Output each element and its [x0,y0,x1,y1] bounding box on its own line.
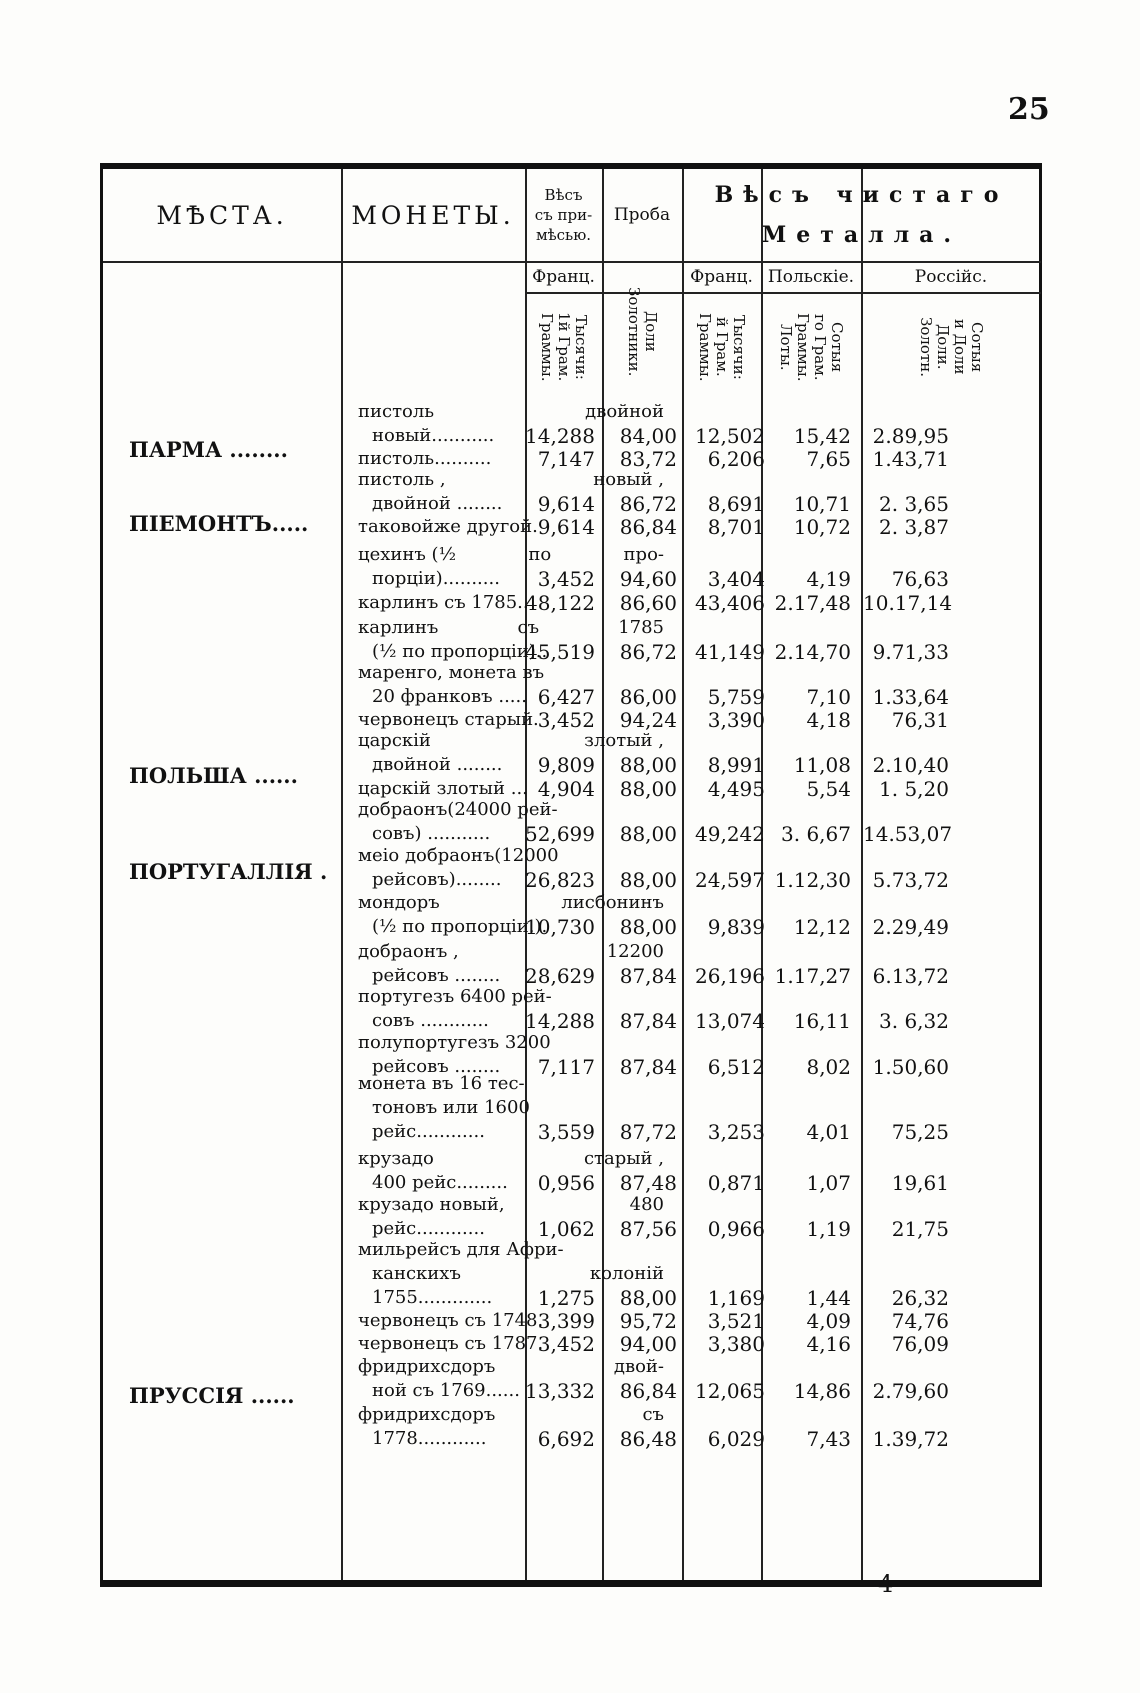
table-cell-v4: 5,54 [806,777,851,801]
table-cell-v5: 1.39,72 [872,1427,949,1451]
table-cell-v1: 28,629 [525,964,595,988]
header-places: МѢСТА. [156,200,288,230]
table-cell-v4: 10,72 [793,515,851,539]
signature-mark: 4 [878,1570,894,1598]
table-cell-v1: 9,614 [537,492,595,516]
coin-name-line [358,616,664,640]
table-cell-v2: 86,72 [619,492,677,516]
unit-label: Тысячи: й Грам. Граммы. [696,312,748,382]
coin-name-line [358,400,664,424]
coin-name-word: добраонъ , [358,941,459,962]
place-name: ПРУССІЯ ...... [129,1383,295,1408]
unit-label: Сотыя го Грам. Граммы. Лоты. [777,312,846,382]
coin-name-line [358,1403,664,1427]
table-cell-v5: 5.73,72 [872,868,949,892]
place-name: ПАРМА ........ [129,437,288,462]
table-cell-v1: 14,288 [525,1009,595,1033]
coin-name-word: рейсовъ)........ [372,869,502,890]
coin-name-word: лисбонинъ [561,892,664,913]
table-cell-v2: 94,00 [619,1332,677,1356]
table-cell-v1: 13,332 [525,1379,595,1403]
subheader-polish: Польскіе. [767,266,855,287]
table-cell-v1: 1,062 [537,1217,595,1241]
table-cell-v3: 24,597 [695,868,765,892]
coin-name-word: монета въ 16 тес- [358,1073,525,1094]
table-cell-v2: 87,84 [619,964,677,988]
table-cell-v1: 3,399 [537,1309,595,1333]
table-cell-v3: 3,380 [707,1332,765,1356]
table-cell-v3: 3,404 [707,567,765,591]
coin-name-word: канскихъ [372,1263,461,1284]
table-cell-v5: 3. 6,32 [879,1009,949,1033]
coin-name-line [358,1355,664,1379]
table-cell-v3: 12,065 [695,1379,765,1403]
table-cell-v3: 8,991 [707,753,765,777]
coin-name-word: крузадо новый, [358,1194,505,1215]
table-cell-v1: 7,147 [537,447,595,471]
table-cell-v4: 8,02 [806,1055,851,1079]
table-cell-v4: 7,65 [806,447,851,471]
table-cell-v1: 26,823 [525,868,595,892]
table-cell-v3: 0,871 [707,1171,765,1195]
table-cell-v1: 48,122 [525,591,595,615]
header-coins: МОНЕТЫ. [351,200,515,230]
coin-name-word: злотый , [584,730,664,751]
subheader-french: Франц. [532,266,595,287]
coin-name-word: совъ) ........... [372,823,491,844]
table-cell-v2: 88,00 [619,777,677,801]
coin-name-line [358,1031,664,1055]
table-cell-v3: 8,701 [707,515,765,539]
table-cell-v5: 76,63 [891,567,949,591]
table-cell-v1: 4,904 [537,777,595,801]
table-cell-v5: 74,76 [891,1309,949,1333]
table-cell-v5: 76,31 [891,708,949,732]
header-fineness: Проба [613,205,671,225]
table-cell-v1: 52,699 [525,822,595,846]
coin-name-word: новый........... [372,425,495,446]
table-cell-v4: 4,09 [806,1309,851,1333]
table-cell-v1: 3,452 [537,1332,595,1356]
header-pure-metal: Вѣсъ чистаго Металла. [714,182,1009,248]
coin-name-word: царскій злотый ... [358,778,528,799]
table-cell-v3: 13,074 [695,1009,765,1033]
coin-name-word: пистоль , [358,469,446,490]
coin-name-word: двой- [613,1356,664,1377]
table-cell-v3: 4,495 [707,777,765,801]
table-cell-v2: 88,00 [619,868,677,892]
coin-name-word: червонецъ съ 1748. [358,1310,544,1331]
coin-name-word: мильрейсъ для Афри- [358,1239,564,1260]
coin-name-word: 1778............ [372,1428,487,1449]
coin-name-word: маренго, монета въ [358,662,545,683]
table-cell-v5: 14.53,07 [863,822,953,846]
coin-name-word: ной съ 1769...... [372,1380,520,1401]
coin-name-line [358,891,664,915]
table-cell-v4: 7,43 [806,1427,851,1451]
table-cell-v2: 86,48 [619,1427,677,1451]
table-cell-v4: 2.17,48 [774,591,851,615]
table-cell-v1: 45,519 [525,640,595,664]
table-cell-v5: 2.29,49 [872,915,949,939]
coin-name-line [358,661,664,685]
table-cell-v2: 86,00 [619,685,677,709]
coin-name-word: добраонъ(24000 рей- [358,799,558,820]
table-cell-v2: 87,72 [619,1120,677,1144]
table-cell-v3: 26,196 [695,964,765,988]
coin-name-word: полупортугезъ 3200 [358,1032,551,1053]
coin-name-word: фридрихсдоръ [358,1404,496,1425]
table-cell-v2: 87,84 [619,1055,677,1079]
coin-name-word: цехинъ (½ [358,544,457,565]
table-cell-v2: 86,84 [619,515,677,539]
table-cell-v2: 86,84 [619,1379,677,1403]
coin-table [100,163,1042,1587]
unit-label: Сотыя и Доли Доли. Золотн. [917,317,986,377]
table-cell-v4: 7,10 [806,685,851,709]
table-cell-v2: 88,00 [619,822,677,846]
place-name: ПОЛЬША ...... [129,763,298,788]
table-cell-v3: 8,691 [707,492,765,516]
place-name: ПІЕМОНТЪ..... [129,511,309,536]
subheader-russian: Россійс. [914,266,988,287]
table-cell-v2: 86,72 [619,640,677,664]
table-cell-v3: 49,242 [695,822,765,846]
coin-name-word: фридрихсдоръ [358,1356,496,1377]
coin-name-word: съ [517,617,540,638]
coin-name-word: (½ по пропорціи.). [372,916,548,937]
table-cell-v5: 1.50,60 [872,1055,949,1079]
table-cell-v5: 1.43,71 [872,447,949,471]
table-cell-v4: 1,19 [806,1217,851,1241]
table-cell-v1: 9,614 [537,515,595,539]
table-cell-v1: 9,809 [537,753,595,777]
coin-name-word: таковойже другой. [358,516,538,537]
coin-name-line [358,1096,664,1120]
table-cell-v3: 3,521 [707,1309,765,1333]
table-cell-v4: 14,86 [793,1379,851,1403]
coin-name-word: новый , [593,469,664,490]
coin-name-word: червонецъ съ 1787. [358,1333,544,1354]
coin-name-word: рейсовъ ........ [372,1056,501,1077]
coin-name-word: рейс............ [372,1121,485,1142]
coin-name-word: 400 рейс......... [372,1172,508,1193]
table-cell-v5: 2.79,60 [872,1379,949,1403]
table-cell-v3: 43,406 [695,591,765,615]
table-cell-v2: 94,60 [619,567,677,591]
table-cell-v5: 1. 5,20 [879,777,949,801]
coin-name-word: порціи).......... [372,568,500,589]
table-cell-v4: 4,19 [806,567,851,591]
coin-name-line [358,844,664,868]
table-cell-v5: 2.89,95 [872,424,949,448]
table-cell-v5: 26,32 [891,1286,949,1310]
table-cell-v3: 6,512 [707,1055,765,1079]
table-cell-v3: 5,759 [707,685,765,709]
table-cell-v3: 1,169 [707,1286,765,1310]
table-cell-v3: 0,966 [707,1217,765,1241]
coin-name-word: рейс............ [372,1218,485,1239]
coin-name-word: двойной [585,401,664,422]
table-cell-v3: 6,206 [707,447,765,471]
table-cell-v5: 10.17,14 [863,591,953,615]
table-cell-v2: 88,00 [619,1286,677,1310]
place-name: ПОРТУГАЛЛІЯ . [129,859,328,884]
coin-name-word: 20 франковъ ..... [372,686,527,707]
table-cell-v2: 87,84 [619,1009,677,1033]
table-cell-v1: 1,275 [537,1286,595,1310]
table-cell-v2: 87,56 [619,1217,677,1241]
table-cell-v4: 2.14,70 [774,640,851,664]
table-cell-v5: 9.71,33 [872,640,949,664]
table-cell-v4: 1.12,30 [774,868,851,892]
table-cell-v3: 41,149 [695,640,765,664]
table-cell-v1: 3,452 [537,708,595,732]
coin-name-word: карлинъ [358,617,439,638]
table-cell-v4: 1,44 [806,1286,851,1310]
table-cell-v4: 12,12 [793,915,851,939]
table-cell-v4: 11,08 [793,753,851,777]
table-cell-v4: 3. 6,67 [781,822,851,846]
table-cell-v5: 1.33,64 [872,685,949,709]
table-cell-v4: 1,07 [806,1171,851,1195]
table-cell-v1: 6,692 [537,1427,595,1451]
coin-name-line [358,1262,664,1286]
table-cell-v3: 3,390 [707,708,765,732]
coin-name-line [358,1193,664,1217]
coin-name-word: пистоль.......... [358,448,492,469]
table-cell-v4: 4,18 [806,708,851,732]
coin-name-line [358,798,664,822]
table-cell-v1: 0,956 [537,1171,595,1195]
coin-name-word: червонецъ старый. [358,709,539,730]
table-cell-v5: 75,25 [891,1120,949,1144]
table-cell-v1: 3,452 [537,567,595,591]
coin-name-word: 1785 [618,617,664,638]
coin-name-word: двойной ........ [372,754,503,775]
table-cell-v5: 2. 3,65 [879,492,949,516]
coin-name-word: меіо добраонъ(12000 [358,845,559,866]
coin-name-word: съ [642,1404,664,1425]
coin-name-word: совъ ............ [372,1010,489,1031]
table-cell-v2: 83,72 [619,447,677,471]
table-cell-v2: 84,00 [619,424,677,448]
table-cell-v4: 1.17,27 [774,964,851,988]
table-cell-v4: 16,11 [793,1009,851,1033]
coin-name-line [358,729,664,753]
coin-name-word: пистоль [358,401,435,422]
table-cell-v5: 19,61 [891,1171,949,1195]
coin-name-word: (½ по пропорціи).. [372,641,548,662]
coin-name-word: крузадо [358,1148,434,1169]
coin-name-line [358,985,664,1009]
table-cell-v3: 9,839 [707,915,765,939]
unit-label: Доли Золотники. [625,286,660,377]
subheader-french: Франц. [690,266,753,287]
unit-label: Тысячи: 1й Грам. Граммы. [538,312,590,382]
table-cell-v4: 4,16 [806,1332,851,1356]
column-rule [341,169,343,1580]
table-cell-v1: 6,427 [537,685,595,709]
coin-name-word: старый , [583,1148,664,1169]
coin-name-word: карлинъ съ 1785.. [358,592,529,613]
table-cell-v5: 2. 3,87 [879,515,949,539]
table-cell-v3: 3,253 [707,1120,765,1144]
table-cell-v1: 14,288 [525,424,595,448]
coin-name-word: рейсовъ ........ [372,965,501,986]
coin-name-word: 12200 [606,941,664,962]
table-cell-v5: 76,09 [891,1332,949,1356]
table-cell-v2: 87,48 [619,1171,677,1195]
table-cell-v3: 6,029 [707,1427,765,1451]
coin-name-line [358,1238,664,1262]
coin-name-word: колоній [589,1263,664,1284]
coin-name-line [358,940,664,964]
coin-name-line [358,543,664,567]
header-weight-with-alloy: Вѣсъ съ при- мѣсью. [534,186,593,244]
table-cell-v2: 86,60 [619,591,677,615]
coin-name-word: двойной ........ [372,493,503,514]
table-cell-v4: 4,01 [806,1120,851,1144]
coin-name-word: про- [623,544,664,565]
coin-name-word: тоновъ или 1600 [372,1097,530,1118]
table-cell-v2: 95,72 [619,1309,677,1333]
coin-name-line [358,468,664,492]
table-cell-v2: 88,00 [619,753,677,777]
coin-name-word: 480 [629,1194,664,1215]
coin-name-word: португезъ 6400 рей- [358,986,552,1007]
table-cell-v2: 88,00 [619,915,677,939]
table-cell-v5: 6.13,72 [872,964,949,988]
table-cell-v1: 3,559 [537,1120,595,1144]
table-cell-v5: 2.10,40 [872,753,949,777]
table-cell-v4: 15,42 [793,424,851,448]
coin-name-word: мондоръ [358,892,440,913]
coin-name-line [358,1147,664,1171]
table-cell-v2: 94,24 [619,708,677,732]
table-cell-v1: 10,730 [525,915,595,939]
coin-name-word: по [528,544,552,565]
page-number: 25 [1008,92,1050,127]
table-cell-v3: 12,502 [695,424,765,448]
table-cell-v4: 10,71 [793,492,851,516]
coin-name-line [358,1072,664,1096]
table-cell-v1: 7,117 [537,1055,595,1079]
coin-name-word: царскій [358,730,431,751]
table-cell-v5: 21,75 [891,1217,949,1241]
coin-name-word: 1755............. [372,1287,493,1308]
